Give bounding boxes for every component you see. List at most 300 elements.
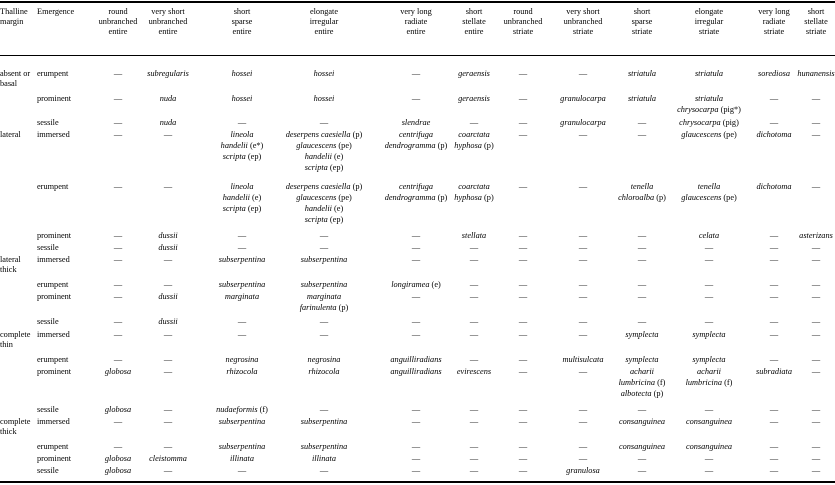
empty-dash: —: [578, 367, 588, 376]
qualifier: (p): [435, 141, 448, 150]
column-header: very short unbranched entire: [148, 7, 188, 36]
empty-dash: —: [411, 292, 421, 301]
header-rule: [0, 55, 835, 56]
empty-dash: —: [469, 280, 479, 289]
empty-dash: —: [518, 442, 528, 451]
empty-dash: —: [769, 405, 779, 414]
species-name: subserpentina: [300, 417, 348, 426]
empty-dash: —: [637, 317, 647, 326]
table-cell: [756, 416, 835, 427]
empty-dash: —: [811, 417, 821, 426]
emergence-label: sessile: [37, 118, 59, 127]
species-name: geraensis: [458, 69, 490, 78]
cell-entry: [264, 151, 384, 162]
species-name: centrifuga: [398, 182, 434, 191]
empty-dash: —: [113, 182, 123, 191]
species-name: globosa: [104, 454, 132, 463]
empty-dash: —: [518, 94, 528, 103]
species-name: lumbricina: [685, 378, 723, 387]
emergence-label: erumpent: [37, 280, 69, 289]
cell-entry: [756, 453, 835, 464]
bottom-rule: [0, 481, 835, 483]
cell-entry: [756, 117, 835, 128]
empty-dash: —: [411, 243, 421, 252]
table-cell: [756, 230, 835, 241]
qualifier: (e): [331, 204, 344, 213]
species-name: marginata: [224, 292, 260, 301]
empty-dash: —: [319, 330, 329, 339]
empty-dash: —: [113, 330, 123, 339]
species-name: lineola: [230, 182, 254, 191]
qualifier: (p): [481, 193, 494, 202]
species-name: hunanensis: [797, 69, 835, 78]
empty-dash: —: [704, 405, 714, 414]
cell-entry: [756, 230, 835, 241]
empty-dash: —: [319, 231, 329, 240]
empty-dash: —: [518, 118, 528, 127]
cell-entry: [414, 140, 534, 151]
species-name: nudaeformis: [216, 405, 258, 414]
table-cell: [756, 441, 835, 452]
column-header: very long radiate entire: [400, 7, 432, 36]
emergence-label: prominent: [37, 367, 72, 376]
empty-dash: —: [469, 243, 479, 252]
empty-dash: —: [163, 280, 173, 289]
species-name: handelii: [222, 193, 250, 202]
thalline-margin-label: complete thin: [0, 330, 31, 349]
table-cell: [756, 316, 835, 327]
empty-dash: —: [113, 118, 123, 127]
table-cell: [756, 291, 835, 302]
empty-dash: —: [113, 280, 123, 289]
cell-entry: [756, 404, 835, 415]
empty-dash: —: [113, 130, 123, 139]
cell-entry: [264, 214, 384, 225]
empty-dash: —: [811, 255, 821, 264]
empty-dash: —: [578, 182, 588, 191]
empty-dash: —: [469, 255, 479, 264]
cell-entry: [756, 441, 835, 452]
empty-dash: —: [811, 466, 821, 475]
empty-dash: —: [469, 405, 479, 414]
species-name: chloroalba: [618, 193, 655, 202]
empty-dash: —: [163, 255, 173, 264]
empty-dash: —: [411, 231, 421, 240]
qualifier: (f): [655, 378, 666, 387]
column-header: short sparse entire: [231, 7, 253, 36]
table-cell: [756, 366, 835, 377]
species-name: symplecta: [692, 355, 726, 364]
species-name: negrosina: [307, 355, 341, 364]
empty-dash: —: [237, 118, 247, 127]
species-name: illinata: [312, 454, 336, 463]
empty-dash: —: [518, 255, 528, 264]
empty-dash: —: [578, 417, 588, 426]
empty-dash: —: [637, 466, 647, 475]
empty-dash: —: [637, 118, 647, 127]
empty-dash: —: [163, 405, 173, 414]
thalline-margin-label: lateral thick: [0, 255, 21, 274]
species-name: stellata: [461, 231, 487, 240]
empty-dash: —: [411, 330, 421, 339]
species-name: hyphosa: [454, 141, 482, 150]
cell-entry: [756, 316, 835, 327]
table-cell: [756, 279, 835, 290]
empty-dash: —: [769, 255, 779, 264]
species-name: granulosa: [566, 466, 600, 475]
species-name: glaucescens: [681, 130, 722, 139]
empty-dash: —: [411, 466, 421, 475]
empty-dash: —: [811, 454, 821, 463]
empty-dash: —: [578, 255, 588, 264]
cell-entry: [649, 104, 769, 115]
emergence-label: immersed: [37, 330, 70, 339]
empty-dash: —: [113, 94, 123, 103]
empty-dash: —: [113, 292, 123, 301]
table-cell: [756, 404, 835, 415]
qualifier: (e): [249, 193, 262, 202]
empty-dash: —: [113, 231, 123, 240]
empty-dash: —: [319, 466, 329, 475]
species-name: cleistomma: [149, 454, 187, 463]
emergence-label: immersed: [37, 417, 70, 426]
species-name: lineola: [230, 130, 254, 139]
species-name: hyphosa: [454, 193, 482, 202]
emergence-label: immersed: [37, 255, 70, 264]
species-name: negrosina: [225, 355, 259, 364]
species-name: scripta: [304, 163, 328, 172]
empty-dash: —: [237, 466, 247, 475]
empty-dash: —: [637, 243, 647, 252]
cell-entry: [756, 279, 835, 290]
species-name: scripta: [222, 204, 246, 213]
species-name: illinata: [230, 454, 254, 463]
empty-dash: —: [237, 231, 247, 240]
species-name: dussii: [158, 292, 178, 301]
empty-dash: —: [769, 442, 779, 451]
species-name: striatula: [694, 94, 724, 103]
empty-dash: —: [769, 231, 779, 240]
top-rule: [0, 1, 835, 3]
thalline-margin-label: lateral: [0, 130, 21, 139]
empty-dash: —: [518, 355, 528, 364]
species-name: asterizans: [799, 231, 833, 240]
thalline-margin-label: absent or basal: [0, 69, 31, 88]
empty-dash: —: [411, 454, 421, 463]
species-name: nuda: [159, 118, 177, 127]
qualifier: (p): [651, 389, 664, 398]
empty-dash: —: [469, 355, 479, 364]
species-name: longiramea: [391, 280, 430, 289]
species-name: rhizocola: [226, 367, 258, 376]
species-name: multisulcata: [562, 355, 604, 364]
empty-dash: —: [811, 292, 821, 301]
empty-dash: —: [319, 317, 329, 326]
empty-dash: —: [469, 330, 479, 339]
species-name: anguilliradians: [390, 355, 442, 364]
empty-dash: —: [113, 69, 123, 78]
empty-dash: —: [163, 442, 173, 451]
column-header: short stellate entire: [462, 7, 486, 36]
empty-dash: —: [163, 367, 173, 376]
empty-dash: —: [769, 94, 779, 103]
species-name: granulocarpa: [560, 94, 606, 103]
empty-dash: —: [578, 317, 588, 326]
cell-entry: [649, 377, 769, 388]
empty-dash: —: [811, 330, 821, 339]
species-name: dendrogramma: [384, 193, 436, 202]
qualifier: (p): [481, 141, 494, 150]
table-cell: [756, 329, 835, 340]
empty-dash: —: [704, 280, 714, 289]
empty-dash: —: [704, 255, 714, 264]
species-name: subserpentina: [218, 417, 266, 426]
qualifier: (pe): [721, 130, 737, 139]
empty-dash: —: [578, 330, 588, 339]
column-header: short sparse striate: [631, 7, 653, 36]
empty-dash: —: [811, 94, 821, 103]
empty-dash: —: [469, 454, 479, 463]
species-name: deserpens caesiella: [285, 130, 351, 139]
species-name: subserpentina: [300, 255, 348, 264]
cell-entry: [582, 388, 702, 399]
qualifier: (ep): [245, 152, 262, 161]
species-name: subregularis: [147, 69, 189, 78]
empty-dash: —: [811, 118, 821, 127]
qualifier: (p): [336, 303, 349, 312]
empty-dash: —: [578, 292, 588, 301]
species-name: hossei: [313, 94, 335, 103]
cell-entry: [756, 465, 835, 476]
emergence-label: erumpent: [37, 182, 69, 191]
species-name: dichotoma: [756, 182, 792, 191]
species-name: dichotoma: [756, 130, 792, 139]
species-name: lumbricina: [618, 378, 656, 387]
column-header: round unbranched striate: [503, 7, 543, 36]
species-name: dendrogramma: [384, 141, 436, 150]
empty-dash: —: [518, 231, 528, 240]
cell-entry: [756, 329, 835, 340]
empty-dash: —: [578, 454, 588, 463]
species-name: subserpentina: [218, 280, 266, 289]
species-name: celata: [698, 231, 720, 240]
qualifier: (ep): [327, 215, 344, 224]
empty-dash: —: [518, 367, 528, 376]
qualifier: (ep): [245, 204, 262, 213]
empty-dash: —: [469, 292, 479, 301]
empty-dash: —: [237, 317, 247, 326]
empty-dash: —: [518, 243, 528, 252]
cell-entry: [756, 129, 835, 140]
species-name: globosa: [104, 466, 132, 475]
empty-dash: —: [319, 243, 329, 252]
empty-dash: —: [811, 405, 821, 414]
species-name: consanguinea: [685, 442, 733, 451]
empty-dash: —: [518, 69, 528, 78]
species-name: hossei: [231, 94, 253, 103]
empty-dash: —: [518, 317, 528, 326]
empty-dash: —: [704, 243, 714, 252]
species-name: scripta: [304, 215, 328, 224]
qualifier: (e*): [247, 141, 264, 150]
species-name: glaucescens: [296, 141, 337, 150]
empty-dash: —: [769, 454, 779, 463]
table-cell: [756, 465, 835, 476]
table-cell: [756, 453, 835, 464]
empty-dash: —: [113, 243, 123, 252]
table-cell: [756, 242, 835, 253]
species-name: striatula: [694, 69, 724, 78]
table-cell: [756, 93, 835, 104]
empty-dash: —: [769, 317, 779, 326]
empty-dash: —: [163, 182, 173, 191]
species-name: dussii: [158, 243, 178, 252]
qualifier: (e): [429, 280, 441, 289]
qualifier: (f): [257, 405, 268, 414]
species-name: consanguinea: [685, 417, 733, 426]
qualifier: (p): [350, 130, 363, 139]
cell-entry: [756, 291, 835, 302]
species-name: anguilliradians: [390, 367, 442, 376]
empty-dash: —: [113, 317, 123, 326]
column-header: Emergence: [37, 7, 75, 16]
species-name: dussii: [158, 231, 178, 240]
species-name: hossei: [231, 69, 253, 78]
empty-dash: —: [518, 466, 528, 475]
empty-dash: —: [518, 330, 528, 339]
column-header: elongate irregular entire: [309, 7, 339, 36]
empty-dash: —: [769, 355, 779, 364]
table-cell: [756, 68, 835, 79]
empty-dash: —: [637, 231, 647, 240]
species-name: rhizocola: [308, 367, 340, 376]
species-name: subserpentina: [300, 442, 348, 451]
empty-dash: —: [769, 118, 779, 127]
table-cell: [756, 181, 835, 192]
cell-entry: [756, 68, 835, 79]
empty-dash: —: [578, 280, 588, 289]
empty-dash: —: [578, 442, 588, 451]
empty-dash: —: [411, 442, 421, 451]
emergence-label: sessile: [37, 243, 59, 252]
emergence-label: immersed: [37, 130, 70, 139]
qualifier: (pe): [721, 193, 737, 202]
empty-dash: —: [578, 405, 588, 414]
emergence-label: sessile: [37, 317, 59, 326]
species-name: slendrae: [401, 118, 431, 127]
empty-dash: —: [637, 130, 647, 139]
species-name: symplecta: [625, 355, 659, 364]
species-name: symplecta: [692, 330, 726, 339]
species-name: acharii: [630, 367, 654, 376]
empty-dash: —: [811, 367, 821, 376]
empty-dash: —: [518, 417, 528, 426]
empty-dash: —: [769, 466, 779, 475]
empty-dash: —: [319, 118, 329, 127]
empty-dash: —: [811, 280, 821, 289]
empty-dash: —: [811, 243, 821, 252]
empty-dash: —: [811, 317, 821, 326]
species-name: glaucescens: [681, 193, 722, 202]
empty-dash: —: [319, 405, 329, 414]
table-cell: [756, 117, 835, 128]
species-name: handelii: [220, 141, 248, 150]
empty-dash: —: [578, 130, 588, 139]
cell-entry: [264, 162, 384, 173]
species-name: tenella: [697, 182, 721, 191]
species-name: acharii: [697, 367, 721, 376]
emergence-label: erumpent: [37, 442, 69, 451]
species-name: coarctata: [458, 182, 490, 191]
empty-dash: —: [518, 280, 528, 289]
species-name: globosa: [104, 405, 132, 414]
empty-dash: —: [411, 417, 421, 426]
empty-dash: —: [411, 317, 421, 326]
empty-dash: —: [469, 417, 479, 426]
empty-dash: —: [637, 405, 647, 414]
qualifier: (p): [435, 193, 448, 202]
species-name: deserpens caesiella: [285, 182, 351, 191]
qualifier: (p): [350, 182, 363, 191]
species-name: tenella: [630, 182, 654, 191]
empty-dash: —: [578, 69, 588, 78]
species-name: marginata: [306, 292, 342, 301]
thalline-margin-label: complete thick: [0, 417, 31, 436]
species-name: symplecta: [625, 330, 659, 339]
table-cell: [756, 254, 835, 265]
empty-dash: —: [469, 317, 479, 326]
species-name: farinulenta: [299, 303, 337, 312]
empty-dash: —: [163, 417, 173, 426]
empty-dash: —: [411, 255, 421, 264]
cell-entry: [264, 203, 384, 214]
empty-dash: —: [113, 417, 123, 426]
qualifier: (f): [722, 378, 733, 387]
species-name: consanguinea: [618, 417, 666, 426]
empty-dash: —: [163, 466, 173, 475]
empty-dash: —: [237, 243, 247, 252]
species-name: striatula: [627, 69, 657, 78]
empty-dash: —: [637, 255, 647, 264]
cell-entry: [756, 93, 835, 104]
empty-dash: —: [411, 69, 421, 78]
species-name: chrysocarpa: [679, 118, 721, 127]
empty-dash: —: [113, 255, 123, 264]
emergence-label: prominent: [37, 231, 72, 240]
empty-dash: —: [163, 130, 173, 139]
empty-dash: —: [769, 280, 779, 289]
qualifier: (e): [331, 152, 344, 161]
species-name: consanguinea: [618, 442, 666, 451]
species-name: coarctata: [458, 130, 490, 139]
empty-dash: —: [769, 243, 779, 252]
species-name: nuda: [159, 94, 177, 103]
empty-dash: —: [578, 243, 588, 252]
column-header: elongate irregular striate: [694, 7, 724, 36]
empty-dash: —: [704, 466, 714, 475]
cell-entry: [756, 354, 835, 365]
species-name: handelii: [304, 204, 332, 213]
qualifier: (pig*): [718, 105, 741, 114]
species-name: subserpentina: [218, 442, 266, 451]
emergence-label: prominent: [37, 454, 72, 463]
empty-dash: —: [518, 454, 528, 463]
emergence-label: prominent: [37, 94, 72, 103]
species-name: geraensis: [458, 94, 490, 103]
cell-entry: [414, 192, 534, 203]
species-name: sorediosa: [758, 69, 790, 78]
empty-dash: —: [469, 118, 479, 127]
